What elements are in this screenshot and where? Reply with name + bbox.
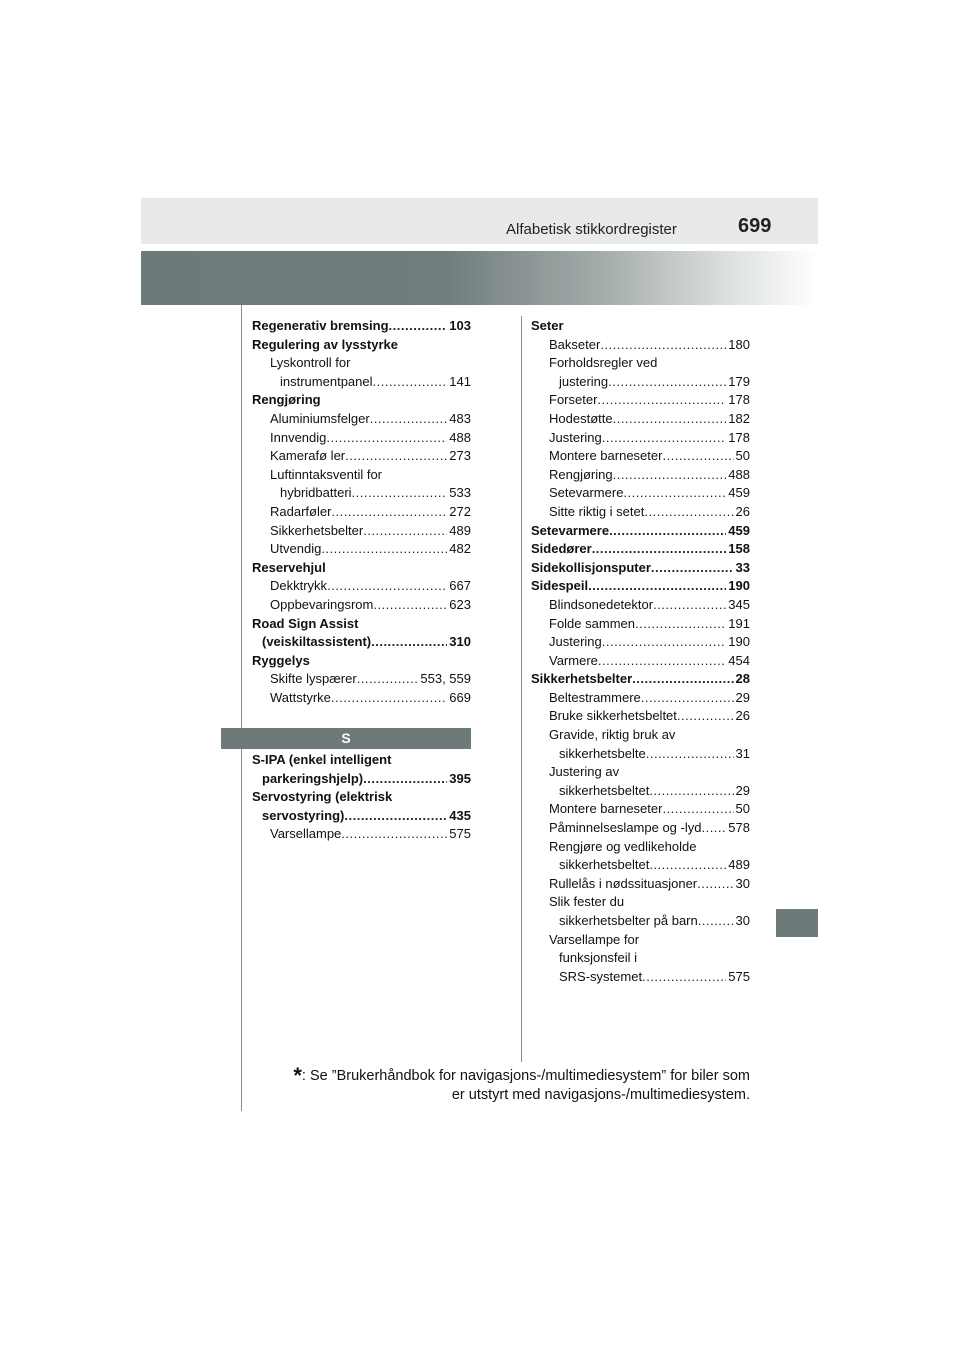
dot-leader: [697, 875, 733, 894]
index-entry: [531, 466, 750, 485]
dot-leader: [649, 782, 733, 801]
index-entry-text: Reservehjul: [252, 559, 326, 575]
index-entry-page: 345: [728, 596, 750, 612]
dot-leader: [326, 429, 447, 448]
index-entry-text: SRS-systemet: [559, 968, 643, 984]
index-entry-text: Beltestrammere: [549, 689, 641, 705]
index-entry-page: 180: [728, 336, 750, 352]
index-entry: [252, 354, 471, 373]
index-entry: [531, 893, 750, 912]
index-entry: [252, 429, 471, 448]
index-entry: [531, 856, 750, 875]
footnote-line-1: : Se ”Brukerhåndbok for navigasjons-/multimediesystem” for biler som: [301, 1068, 750, 1084]
index-entry-text: Radarføler: [270, 503, 332, 519]
dot-leader: [352, 484, 448, 503]
index-entry-text: servostyring): [262, 807, 345, 823]
index-entry-page: 533: [449, 485, 471, 501]
index-entry-page: 190: [728, 634, 750, 650]
index-entry-text: Justering: [549, 429, 602, 445]
index-entry: [531, 838, 750, 857]
dot-leader: [363, 522, 447, 541]
index-entry-page: 273: [449, 448, 471, 464]
index-entry-text: Oppbevaringsrom: [270, 596, 374, 612]
decorative-band: [141, 251, 818, 305]
index-entry-text: Forholdsregler ved: [549, 355, 658, 371]
index-entry: [531, 745, 750, 764]
footnote: [240, 1063, 750, 1105]
letter-heading-s: S: [221, 728, 471, 749]
index-entry-text: Påminnelseslampe og -lyd: [549, 820, 702, 836]
dot-leader: [341, 825, 447, 844]
section-title: Alfabetisk stikkordregister: [506, 221, 677, 238]
dot-leader: [588, 577, 726, 596]
index-entry-text: Hodestøtte: [549, 410, 613, 426]
index-entry: [531, 652, 750, 671]
index-entry-text: Wattstyrke: [270, 689, 331, 705]
index-entry: [531, 782, 750, 801]
index-entry-text: Servostyring (elektrisk: [252, 789, 393, 805]
index-entry-text: Sikkerhetsbelter: [531, 671, 633, 687]
index-entry: [252, 577, 471, 596]
index-entry-text: Rullelås i nødssituasjoner: [549, 875, 698, 891]
index-entry: [531, 931, 750, 950]
index-entry: [531, 429, 750, 448]
index-entry-text: sikkerhetsbelter på barn: [559, 913, 698, 928]
index-entry-page: 272: [449, 503, 471, 519]
dot-leader: [389, 317, 448, 336]
index-entry-page: 33: [735, 559, 750, 575]
index-entry-page: 488: [449, 429, 471, 445]
index-entry-text: Dekktrykk: [270, 578, 328, 594]
index-entry: [252, 466, 471, 485]
index-entry: [531, 577, 750, 596]
left-margin-line: [241, 305, 242, 1111]
index-entry: [531, 875, 750, 894]
index-entry-page: 667: [449, 578, 471, 594]
index-entry-text: Forseter: [549, 392, 598, 408]
index-entry-text: Varsellampe: [270, 826, 342, 842]
index-entry: [252, 559, 471, 578]
index-entry: [252, 670, 471, 689]
index-entry-text: (veiskiltassistent): [262, 634, 372, 650]
index-entry: [252, 788, 471, 807]
dot-leader: [598, 652, 726, 671]
index-entry: [531, 949, 750, 968]
index-entry-text: Justering: [549, 634, 602, 650]
dot-leader: [662, 800, 733, 819]
index-entry-text: Sikkerhetsbelter: [270, 522, 364, 538]
dot-leader: [371, 633, 447, 652]
index-entry-text: Varmere: [549, 652, 598, 668]
index-entry-text: Aluminiumsfelger: [270, 410, 370, 426]
right-index-column: [531, 317, 750, 986]
dot-leader: [592, 540, 727, 559]
index-entry: [531, 968, 750, 987]
dot-leader: [662, 447, 733, 466]
index-entry-text: Setevarmere: [531, 522, 610, 538]
dot-leader: [646, 745, 734, 764]
index-entry-page: 103: [449, 318, 471, 333]
index-entry-text: Rengjøre og vedlikeholde: [549, 838, 697, 854]
index-entry: [531, 559, 750, 578]
index-entry-text: Bakseter: [549, 336, 601, 352]
dot-leader: [331, 503, 447, 522]
dot-leader: [357, 670, 419, 689]
index-entry: [252, 447, 471, 466]
index-entry: [252, 410, 471, 429]
index-entry-text: Regulering av lysstyrke: [252, 336, 398, 352]
index-entry-page: 575: [728, 968, 750, 984]
index-entry: [252, 615, 471, 634]
dot-leader: [331, 689, 447, 708]
index-entry-text: Bruke sikkerhetsbeltet: [549, 708, 677, 724]
index-entry-page: 454: [728, 652, 750, 668]
index-entry: [252, 825, 471, 844]
index-entry-page: 489: [449, 522, 471, 538]
index-entry-page: 553, 559: [420, 671, 471, 687]
dot-leader: [327, 577, 447, 596]
dot-leader: [345, 447, 447, 466]
index-entry-text: hybridbatteri: [280, 485, 352, 501]
index-entry-page: 30: [735, 913, 750, 928]
dot-leader: [698, 912, 734, 931]
index-entry-text: Innvendig: [270, 429, 327, 445]
index-entry: [531, 819, 750, 838]
index-entry-text: Rengjøring: [252, 392, 321, 408]
index-entry-page: 489: [728, 857, 750, 873]
index-entry-text: funksjonsfeil i: [559, 950, 638, 966]
dot-leader: [597, 391, 726, 410]
index-entry: [252, 373, 471, 392]
index-entry: [252, 770, 471, 789]
dot-leader: [649, 856, 726, 875]
index-entry-text: Kamerafø ler: [270, 448, 346, 464]
index-entry-page: 435: [449, 807, 471, 823]
dot-leader: [321, 540, 447, 559]
dot-leader: [602, 429, 727, 448]
index-entry-page: 158: [728, 541, 750, 557]
index-entry: [531, 410, 750, 429]
index-entry-text: sikkerhetsbeltet: [559, 782, 650, 798]
index-entry: [252, 751, 471, 770]
index-entry-text: Montere barneseter: [549, 801, 663, 817]
footnote-marker: *: [293, 1063, 302, 1088]
dot-leader: [600, 336, 726, 355]
dot-leader: [363, 770, 447, 789]
dot-leader: [613, 466, 727, 485]
index-entry-text: Luftinntaksventil for: [270, 466, 383, 482]
index-entry-text: Montere barneseter: [549, 448, 663, 464]
index-entry: [252, 596, 471, 615]
index-entry-page: 178: [728, 429, 750, 445]
index-entry-page: 483: [449, 410, 471, 426]
index-entry: [531, 633, 750, 652]
index-entry-page: 575: [449, 826, 471, 842]
dot-leader: [642, 968, 726, 987]
dot-leader: [632, 670, 733, 689]
index-entry-page: 50: [735, 448, 750, 464]
index-entry-text: Blindsonedetektor: [549, 596, 654, 612]
dot-leader: [373, 373, 448, 392]
index-entry-text: Sidespeil: [531, 578, 589, 594]
index-entry-text: sikkerhetsbelte: [559, 745, 646, 761]
index-entry-page: 26: [735, 708, 750, 724]
index-entry-page: 31: [735, 745, 750, 761]
index-entry-page: 191: [728, 615, 750, 631]
dot-leader: [677, 707, 734, 726]
left-index-column: [252, 317, 471, 707]
index-entry-text: Ryggelys: [252, 652, 310, 668]
dot-leader: [651, 559, 734, 578]
index-entry-page: 459: [728, 522, 750, 538]
index-entry-page: 669: [449, 689, 471, 705]
index-entry: [531, 596, 750, 615]
dot-leader: [641, 689, 734, 708]
index-entry-text: Gravide, riktig bruk av: [549, 727, 676, 743]
dot-leader: [635, 615, 726, 634]
dot-leader: [602, 633, 727, 652]
index-entry: [531, 522, 750, 541]
index-entry-text: sikkerhetsbeltet: [559, 857, 650, 873]
index-entry: [531, 615, 750, 634]
index-entry-text: Slik fester du: [549, 894, 625, 910]
index-entry-text: instrumentpanel: [280, 373, 373, 389]
index-entry-page: 28: [735, 671, 750, 687]
dot-leader: [609, 522, 726, 541]
index-entry: [252, 503, 471, 522]
index-entry-text: Sitte riktig i setet: [549, 503, 645, 519]
index-entry: [252, 522, 471, 541]
index-entry: [531, 484, 750, 503]
page-number: 699: [738, 215, 772, 237]
index-entry-page: 178: [728, 392, 750, 408]
index-entry-text: Utvendig: [270, 541, 322, 557]
index-entry-page: 310: [449, 634, 471, 650]
index-entry-page: 578: [728, 820, 750, 836]
index-entry: [531, 763, 750, 782]
index-entry-page: 395: [449, 770, 471, 786]
index-entry-page: 459: [728, 485, 750, 501]
index-entry-page: 50: [735, 801, 750, 817]
index-entry-page: 623: [449, 596, 471, 612]
index-entry-page: 26: [735, 503, 750, 519]
index-entry: [531, 336, 750, 355]
index-entry-text: Folde sammen: [549, 615, 635, 631]
index-entry: [252, 336, 471, 355]
index-entry: [252, 633, 471, 652]
index-entry-text: S-IPA (enkel intelligent: [252, 752, 392, 767]
footnote-line-2: er utstyrt med navigasjons-/multimediesystem.: [451, 1087, 750, 1103]
index-entry-text: Setevarmere: [549, 485, 624, 501]
index-entry: [531, 354, 750, 373]
index-entry: [531, 912, 750, 931]
index-entry: [531, 707, 750, 726]
dot-leader: [623, 484, 726, 503]
index-entry-page: 190: [728, 578, 750, 594]
index-entry-text: Varsellampe for: [549, 931, 640, 947]
index-entry: [252, 652, 471, 671]
dot-leader: [701, 819, 726, 838]
index-entry: [252, 540, 471, 559]
index-entry: [531, 317, 750, 336]
index-entry: [531, 800, 750, 819]
index-entry: [252, 484, 471, 503]
index-entry-page: 29: [735, 689, 750, 705]
index-entry: [531, 726, 750, 745]
dot-leader: [608, 373, 726, 392]
dot-leader: [613, 410, 727, 429]
index-entry-page: 30: [735, 875, 750, 891]
index-entry: [531, 391, 750, 410]
index-entry-page: 179: [728, 373, 750, 389]
index-entry: [252, 807, 471, 826]
index-entry: [252, 317, 471, 336]
index-entry-text: Regenerativ bremsing: [252, 318, 389, 333]
dot-leader: [370, 410, 448, 429]
index-entry-text: Road Sign Assist: [252, 615, 359, 631]
index-entry-text: Skifte lyspærer: [270, 671, 357, 687]
index-entry-text: Justering av: [549, 764, 620, 780]
index-entry-text: Sidedører: [531, 541, 592, 557]
index-entry-page: 488: [728, 466, 750, 482]
dot-leader: [644, 503, 733, 522]
index-entry-text: Lyskontroll for: [270, 355, 351, 371]
column-divider: [521, 316, 522, 1062]
index-entry: [531, 540, 750, 559]
index-entry-text: justering: [559, 373, 609, 389]
dot-leader: [344, 807, 447, 826]
index-entry: [531, 447, 750, 466]
index-entry: [252, 391, 471, 410]
index-entry-text: parkeringshjelp): [262, 770, 364, 786]
chapter-tab: [776, 909, 818, 937]
index-entry-text: Sidekollisjonsputer: [531, 559, 651, 575]
header-bar: [141, 198, 818, 244]
dot-leader: [373, 596, 447, 615]
left-index-column-s: [252, 751, 471, 844]
index-entry-page: 29: [735, 782, 750, 798]
index-entry: [531, 373, 750, 392]
index-entry-text: Rengjøring: [549, 466, 613, 482]
index-entry: [531, 689, 750, 708]
index-entry: [252, 689, 471, 708]
index-entry-page: 182: [728, 410, 750, 426]
index-entry: [531, 503, 750, 522]
index-entry-text: Seter: [531, 318, 564, 333]
index-entry: [531, 670, 750, 689]
index-entry-page: 482: [449, 541, 471, 557]
dot-leader: [653, 596, 726, 615]
index-entry-page: 141: [449, 373, 471, 389]
